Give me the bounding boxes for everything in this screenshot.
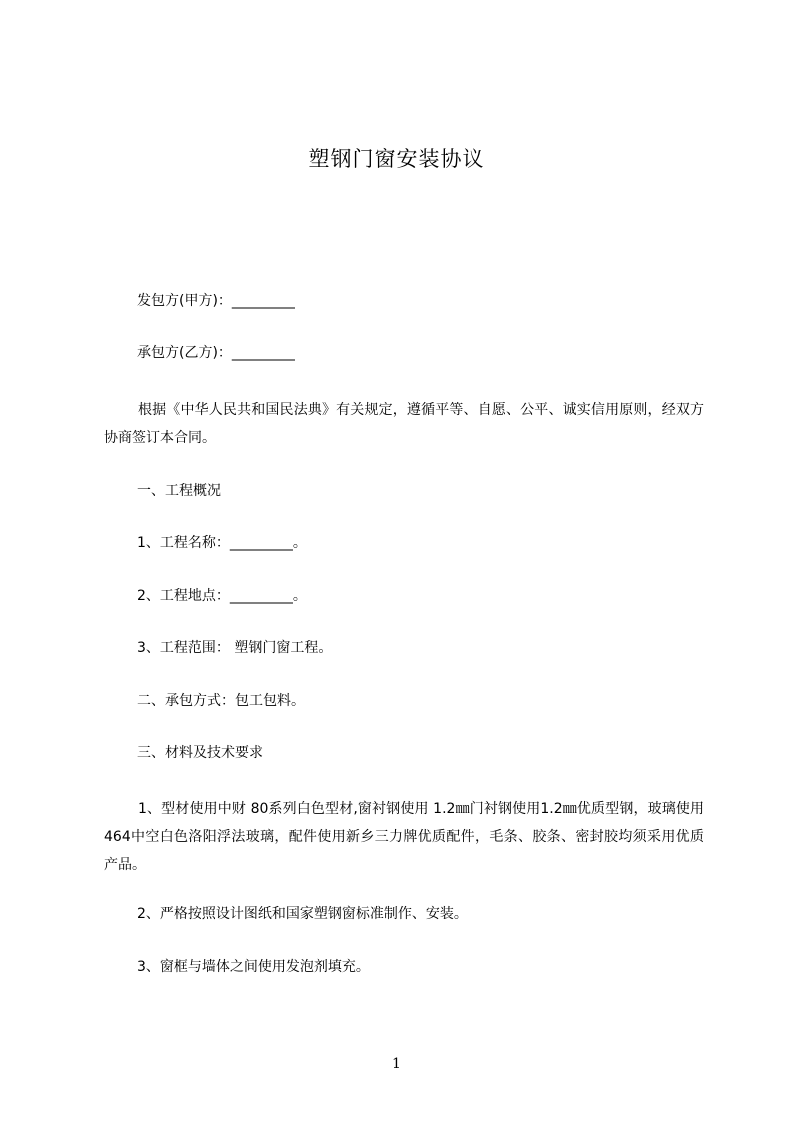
page-number: 1 <box>392 1056 401 1072</box>
party-b-line: 承包方(乙方)：_________ <box>137 345 295 361</box>
section-heading-materials: 三、材料及技术要求 <box>137 745 263 761</box>
contract-mode-section: 二、承包方式：包工包料。 <box>137 693 305 709</box>
project-name-item: 1、工程名称：_________。 <box>137 535 307 551</box>
section-heading-project-overview: 一、工程概况 <box>137 483 221 499</box>
project-scope-item: 3、工程范围： 塑钢门窗工程。 <box>137 640 333 656</box>
project-location-item: 2、工程地点：_________。 <box>137 588 307 604</box>
materials-item-3: 3、窗框与墙体之间使用发泡剂填充。 <box>137 959 370 975</box>
preamble-paragraph: 根据《中华人民共和国民法典》有关规定，遵循平等、自愿、公平、诚实信用原则，经双方协商签订本合同。 <box>104 402 704 446</box>
party-a-line: 发包方(甲方)：_________ <box>137 293 295 309</box>
materials-item-1: 1、型材使用中财 80系列白色型材,窗衬钢使用 1.2㎜门衬钢使用1.2㎜优质型钢，玻璃使用464中空白色洛阳浮法玻璃，配件使用新乡三力牌优质配件，毛条、胶条、密封胶均须采用优质产品。 <box>104 801 704 873</box>
document-title: 塑钢门窗安装协议 <box>308 147 485 171</box>
materials-item-2: 2、严格按照设计图纸和国家塑钢窗标准制作、安装。 <box>137 906 468 922</box>
